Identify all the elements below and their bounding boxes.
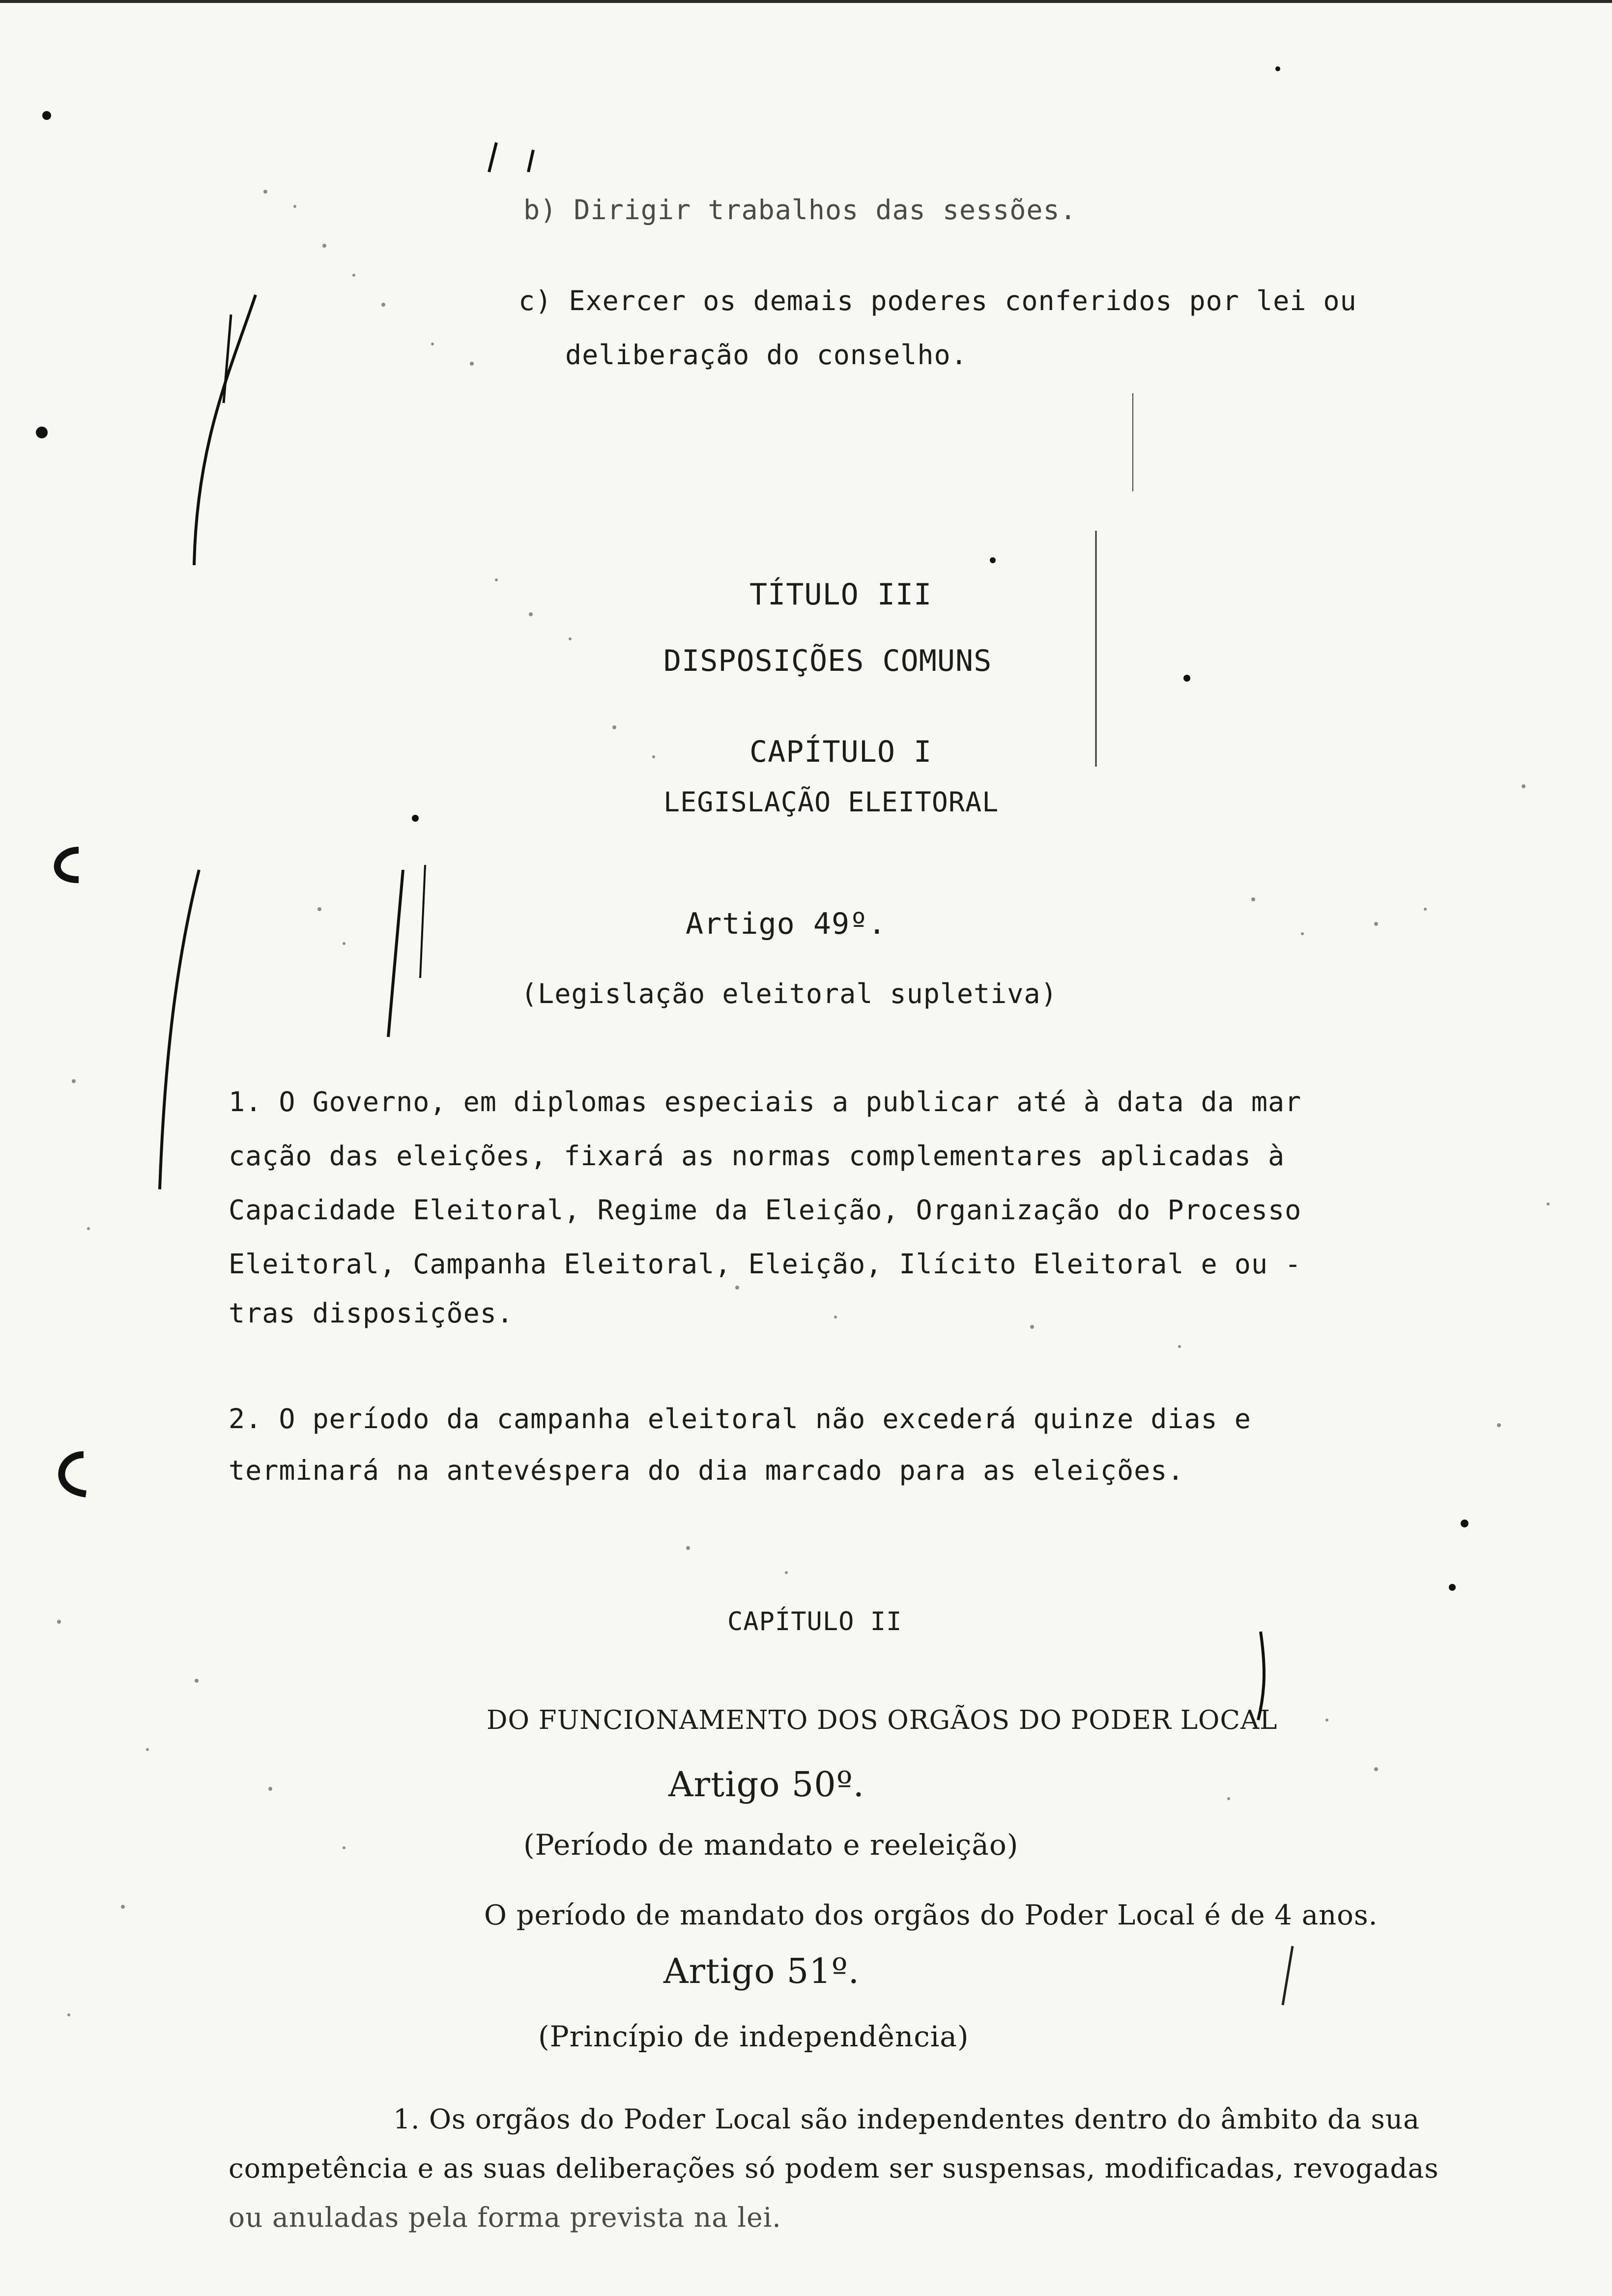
artigo-50-text: O período de mandato dos orgãos do Poder Local é de 4 anos. — [484, 1899, 1378, 1931]
paragraph-line: 1. O Governo, em diplomas especiais a publicar até à data da mar — [229, 1086, 1302, 1118]
paragraph-line: terminará na antevéspera do dia marcado para as eleições. — [229, 1455, 1184, 1486]
paragraph-line: 1. Os orgãos do Poder Local são independentes dentro do âmbito da sua — [393, 2103, 1420, 2135]
artigo-49-heading: Artigo 49º. — [686, 907, 887, 941]
paragraph-line: Eleitoral, Campanha Eleitoral, Eleição, Ilícito Eleitoral e ou - — [229, 1248, 1302, 1280]
item-c-line-2: deliberação do conselho. — [565, 339, 968, 371]
artigo-50-subtitle: (Período de mandato e reeleição) — [523, 1828, 1019, 1862]
capitulo-1-number: CAPÍTULO I — [749, 735, 932, 769]
paragraph-line: competência e as suas deliberações só podem ser suspensas, modificadas, revogadas — [229, 2152, 1439, 2184]
item-c-line-1: c) Exercer os demais poderes conferidos por lei ou — [518, 285, 1357, 316]
paragraph-line: ou anuladas pela forma prevista na lei. — [229, 2202, 781, 2233]
item-b: b) Dirigir trabalhos das sessões. — [523, 194, 1077, 226]
paragraph-line: cação das eleições, fixará as normas complementares aplicadas à — [229, 1140, 1285, 1172]
capitulo-2-number: CAPÍTULO II — [727, 1607, 902, 1636]
paragraph-line: 2. O período da campanha eleitoral não excederá quinze dias e — [229, 1403, 1251, 1435]
paragraph-line: tras disposições. — [229, 1297, 514, 1329]
titulo-name: DISPOSIÇÕES COMUNS — [663, 644, 992, 678]
paragraph-line: Capacidade Eleitoral, Regime da Eleição, Organização do Processo — [229, 1194, 1302, 1226]
artigo-51-heading: Artigo 51º. — [663, 1951, 860, 1991]
artigo-50-heading: Artigo 50º. — [668, 1764, 864, 1805]
artigo-49-subtitle: (Legislação eleitoral supletiva) — [521, 978, 1058, 1009]
capitulo-1-name: LEGISLAÇÃO ELEITORAL — [663, 786, 999, 818]
capitulo-2-name: DO FUNCIONAMENTO DOS ORGÃOS DO PODER LOCAL — [487, 1705, 1278, 1735]
artigo-51-subtitle: (Princípio de independência) — [538, 2020, 969, 2053]
titulo-number: TÍTULO III — [749, 577, 932, 612]
